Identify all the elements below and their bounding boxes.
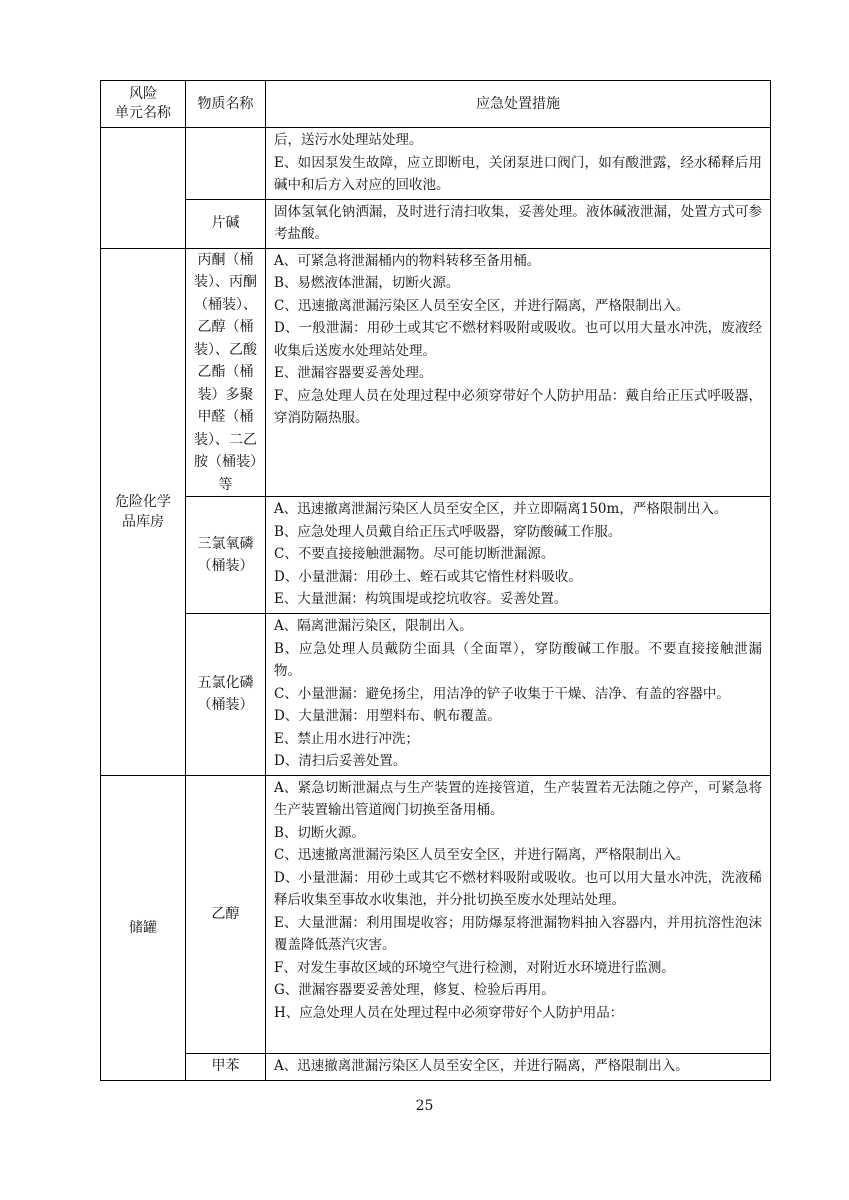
measure-line: B、应急处理人员戴自给正压式呼吸器，穿防酸碱工作服。 (274, 523, 622, 540)
risk-unit-cell (101, 775, 186, 1080)
substance-label: 五氯化磷（桶装） (197, 674, 254, 714)
measure-line: D、一般泄漏：用砂土或其它不燃材料吸附或吸收。也可以用大量水冲洗，废液经收集后送废水处理站处理。 (274, 320, 762, 359)
measure-line: A、可紧急将泄漏桶内的物料转移至备用桶。 (274, 252, 541, 269)
measure-line: A、迅速撤离泄漏污染区人员至安全区，并立即隔离150m，严格限制出入。 (274, 501, 728, 517)
header-substance (186, 81, 266, 128)
measure-line: 后，送污水处理站处理。 (274, 132, 423, 148)
table-row (101, 497, 771, 614)
measure-line: D、小量泄漏：用砂土、蛭石或其它惰性材料吸收。 (274, 568, 582, 585)
measure-line: C、小量泄漏：避免扬尘，用洁净的铲子收集于干燥、洁净、有盖的容器中。 (274, 685, 730, 702)
page-number: 25 (415, 1098, 434, 1114)
substance-label: 三氯氧磷（桶装） (197, 535, 254, 574)
substance-label: 乙醇 (211, 905, 240, 922)
measure-line: D、大量泄漏：用塑料布、帆布覆盖。 (274, 708, 501, 724)
table-row (101, 775, 771, 1053)
measure-line: B、应急处理人员戴防尘面具（全面罩），穿防酸碱工作服。不要直接接触泄漏物。 (274, 640, 762, 679)
table-row (101, 199, 771, 248)
measure-line: E、禁止用水进行冲洗； (274, 730, 419, 747)
header-measures (266, 81, 771, 128)
risk-unit-cell (101, 248, 186, 775)
measure-line: G、泄漏容器要妥善处理，修复、检验后再用。 (274, 982, 555, 998)
substance-cell (186, 248, 266, 497)
measure-line: D、清扫后妥善处置。 (274, 753, 407, 769)
measure-line: 固体氢氧化钠洒漏，及时进行清扫收集，妥善处理。液体碱液泄漏，处置方式可参考盐酸。 (274, 203, 762, 242)
measure-line: B、易燃液体泄漏，切断火源。 (274, 275, 460, 291)
substance-cell (186, 614, 266, 776)
measures-cell (266, 199, 771, 248)
measures-cell (266, 248, 771, 497)
risk-unit-cell (101, 128, 186, 249)
table-header-row (101, 81, 771, 128)
emergency-measures-table (100, 80, 771, 1081)
measure-line: A、迅速撤离泄漏污染区人员至安全区，并进行隔离，严格限制出入。 (274, 1057, 689, 1074)
measure-line: C、不要直接接触泄漏物。尽可能切断泄漏源。 (274, 546, 555, 562)
header-measures-label: 应急处置措施 (476, 95, 560, 112)
measure-line: C、迅速撤离泄漏污染区人员至安全区，并进行隔离，严格限制出入。 (274, 297, 690, 314)
header-substance-label: 物质名称 (197, 95, 254, 112)
substance-cell (186, 199, 266, 248)
header-risk-unit-label: 风险 单元名称 (115, 86, 171, 121)
measure-line: E、大量泄漏：利用围堤收容；用防爆泵将泄漏物料抽入容器内，并用抗溶性泡沫覆盖降低蒸汽灾害。 (274, 914, 762, 953)
substance-label: 丙酮（桶装）、丙酮（桶装）、乙醇（桶装）、乙酸乙酯（桶装）多聚甲醛（桶装）、二乙胺（桶装）等 (194, 251, 257, 493)
substance-label: 片碱 (211, 215, 240, 232)
substance-cell (186, 128, 266, 200)
measures-cell (266, 614, 771, 776)
measure-line: C、迅速撤离泄漏污染区人员至安全区，并进行隔离，严格限制出入。 (274, 847, 690, 863)
measure-line: E、泄漏容器要妥善处理。 (274, 365, 433, 381)
measure-line: E、如因泵发生故障，应立即断电，关闭泵进口阀门，如有酸泄露，经水稀释后用碱中和后方入对应的回收池。 (274, 154, 762, 193)
measure-line: A、隔离泄漏污染区，限制出入。 (274, 618, 473, 634)
measure-line: F、应急处理人员在处理过程中必须穿带好个人防护用品：戴自给正压式呼吸器，穿消防隔热服。 (274, 387, 762, 426)
measure-line: E、大量泄漏：构筑围堤或挖坑收容。妥善处置。 (274, 591, 568, 607)
header-risk-unit (101, 81, 186, 128)
table-row (101, 128, 771, 200)
measures-cell (266, 1053, 771, 1080)
table-row (101, 248, 771, 497)
measures-cell (266, 128, 771, 200)
measure-line: D、小量泄漏：用砂土或其它不燃材料吸附或吸收。也可以用大量水冲洗，洗液稀释后收集至事故水收集池，并分批切换至废水处理站处理。 (274, 869, 762, 908)
measures-cell (266, 497, 771, 614)
measure-line: F、对发生事故区域的环境空气进行检测，对附近水环境进行监测。 (274, 959, 675, 976)
table-row (101, 614, 771, 776)
substance-label: 甲苯 (211, 1058, 240, 1075)
risk-unit-label: 储罐 (129, 919, 157, 936)
measure-line: A、紧急切断泄漏点与生产装置的连接管道，生产装置若无法随之停产，可紧急将生产装置输出管道阀门切换至备用桶。 (274, 779, 762, 818)
measure-line: B、切断火源。 (274, 824, 365, 841)
risk-unit-label: 危险化学 品库房 (115, 493, 171, 530)
table-row (101, 1053, 771, 1080)
measure-line: H、应急处理人员在处理过程中必须穿带好个人防护用品： (274, 1004, 624, 1021)
substance-cell (186, 775, 266, 1053)
measures-cell (266, 775, 771, 1053)
substance-cell (186, 1053, 266, 1080)
substance-cell (186, 497, 266, 614)
